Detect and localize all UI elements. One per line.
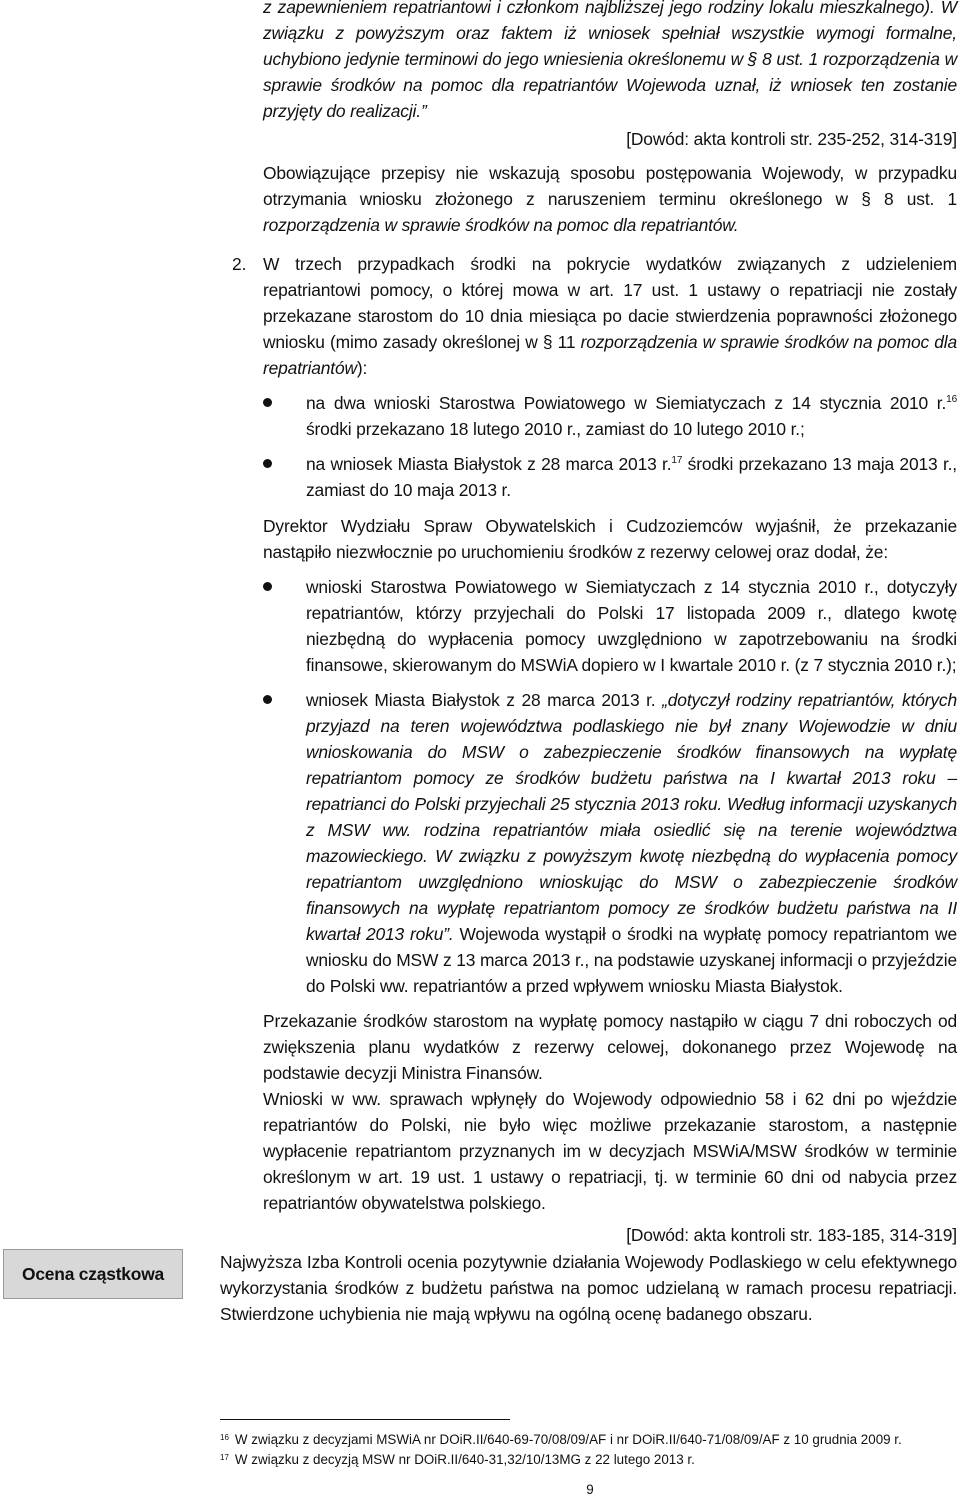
list-item-text: wnioski Starostwa Powiatowego w Siemiatyczach z 14 stycznia 2010 r., dotyczyły repatriantów, którzy przyjechali do Polski 17 listopada 2009 r., dlatego kwotę niezbędną do wypłacenia pomocy uwzględniono w zapotrzebowaniu na środki finansowe, skierowanym do MSWiA dopiero w I kwartale 2010 r. (z 7 stycznia 2010 r.); [306, 577, 957, 675]
list-item-quote: „dotyczył rodziny repatriantów, których przyjazd na teren województwa podlaskiego nie był znany Wojewodzie w dniu wnioskowania do MSW o zabezpieczenie środków finansowych na wypłatę repatriantom pomocy ze środków budżetu państwa na I kwartał 2013 roku – repatrianci do Polski przyjechali 25 stycznia 2013 roku. Według informacji uzyskanych z MSW ww. rodzina repatriantów miała osiedlić się na terenie województwa mazowieckiego. W związku z powyższym kwotę niezbędną do wypłacenia pomocy repatriantom uwzględniono wnioskując do MSW o zabezpieczenie środków finansowych na wypłatę repatriantom pomocy ze środków budżetu państwa na II kwartał 2013 roku”. [306, 690, 957, 944]
item-text-end: ): [356, 358, 368, 378]
list-item [263, 451, 957, 503]
list-item-text: na dwa wnioski Starostwa Powiatowego w Siemiatyczach z 14 stycznia 2010 r. [306, 393, 947, 413]
footnote-marker: 16 [946, 394, 957, 405]
list-item-text: środki przekazano 13 maja 2013 r., zamiast do 10 maja 2013 r. [306, 454, 957, 500]
numbered-item-text [263, 251, 957, 381]
bullet-icon [263, 398, 272, 407]
main-text-column [232, 0, 958, 1248]
item-text-italic: rozporządzenia w sprawie środków na pomoc dla repatriantów [263, 332, 958, 378]
bullet-list-explanations [263, 574, 957, 999]
footnote-number: 16 [220, 1433, 229, 1442]
footnote-separator [220, 1419, 510, 1420]
list-item-text: środki przekazano 18 lutego 2010 r., zamiast do 10 lutego 2010 r.; [306, 419, 805, 439]
paragraph-transfer-timing: Przekazanie środków starostom na wypłatę pomocy nastąpiło w ciągu 7 dni roboczych od zwiększenia planu wydatków z rezerwy celowej, dokonanego przez Wojewodę na podstawie decyzji Ministra Finansów. [263, 1011, 957, 1083]
quoted-paragraph: z zapewnieniem repatriantowi i członkom najbliższej jego rodziny lokalu mieszkalnego). W związku z powyższym oraz faktem iż wniosek spełniał wszystkie wymogi formalne, uchybiono jedynie terminowi do jego wniesienia określonemu w § 8 ust. 1 rozporządzenia w sprawie środków na pomoc dla repatriantów Wojewoda uznał, iż wniosek ten zostanie przyjęty do realizacji.” [263, 0, 957, 121]
bullet-icon [263, 695, 272, 704]
list-item [263, 574, 957, 678]
item-text-part: W trzech przypadkach środki na pokrycie wydatków związanych z udzieleniem repatriantowi pomocy, o której mowa w art. 17 ust. 1 ustawy o repatriacji nie zostały przekazane starostom do 10 dnia miesiąca po dacie stwierdzenia poprawności złożonego wniosku (mimo zasady określonej w § 11 [263, 254, 957, 352]
footnote-text: W związku z decyzją MSW nr DOiR.II/640-31,32/10/13MG z 22 lutego 2013 r. [234, 1452, 695, 1467]
footnote-marker: 17 [671, 455, 683, 466]
footnote-text: W związku z decyzjami MSWiA nr DOiR.II/640-69-70/08/09/AF i nr DOiR.II/640-71/08/09/AF z 10 grudnia 2009 r. [234, 1432, 902, 1447]
bullet-icon [263, 582, 272, 591]
numbered-item-2 [232, 251, 958, 503]
director-explanation: Dyrektor Wydziału Spraw Obywatelskich i Cudzoziemców wyjaśnił, że przekazanie nastąpiło niezwłocznie po uruchomieniu środków z rezerwy celowej oraz dodał, że: [263, 516, 957, 562]
bullet-icon [263, 459, 272, 468]
evidence-reference: [Dowód: akta kontroli str. 235-252, 314-319] [626, 129, 957, 149]
item-number: 2. [232, 254, 247, 274]
list-item-text: Wojewoda wystąpił o środki na wypłatę pomocy repatriantom we wniosku do MSW z 13 marca 2013 r., na podstawie uzyskanej informacji o przyjeździe do Polski ww. repatriantów a przed wpływem wniosku Miasta Białystok. [306, 924, 957, 996]
assessment-label-box [3, 1249, 183, 1299]
page-number: 9 [586, 1482, 594, 1497]
assessment-text: Najwyższa Izba Kontroli ocenia pozytywnie działania Wojewody Podlaskiego w celu efektywnego wykorzystania środków z budżetu państwa na pomoc udzielaną w ramach procesu repatriacji. Stwierdzone uchybienia nie mają wpływu na ogólną ocenę badanego obszaru. [220, 1252, 957, 1324]
footnote-number: 17 [220, 1453, 229, 1462]
paragraph-regulations-italic: rozporządzenia w sprawie środków na pomoc dla repatriantów. [263, 215, 739, 235]
footnotes [220, 1431, 957, 1468]
footnote-item [220, 1431, 957, 1448]
bullet-list-transfers [263, 390, 957, 503]
list-item [263, 687, 957, 999]
paragraph-applications: Wnioski w ww. sprawach wpłynęły do Wojewody odpowiednio 58 i 62 dni po wjeździe repatriantów do Polski, nie było więc możliwe przekazanie starostom, a następnie wypłacenie repatriantom przyznanych im w decyzjach MSWiA/MSW środków w terminie określonym w art. 19 ust. 1 ustawy o repatriacji, tj. w terminie 60 dni od nabycia przez repatriantów obywatelstwa polskiego. [263, 1089, 957, 1213]
footnote-item [220, 1451, 957, 1468]
assessment-label: Ocena cząstkowa [22, 1263, 164, 1284]
list-item [263, 390, 957, 442]
paragraph-regulations-text: Obowiązujące przepisy nie wskazują sposobu postępowania Wojewody, w przypadku otrzymania wniosku złożonego z naruszeniem terminu określonego w § 8 ust. 1 [263, 163, 957, 209]
list-item-text: wniosek Miasta Białystok z 28 marca 2013 r. [306, 690, 663, 710]
evidence-reference: [Dowód: akta kontroli str. 183-185, 314-319] [626, 1225, 957, 1245]
list-item-text: na wniosek Miasta Białystok z 28 marca 2013 r. [306, 454, 672, 474]
paragraph-regulations [263, 160, 957, 238]
